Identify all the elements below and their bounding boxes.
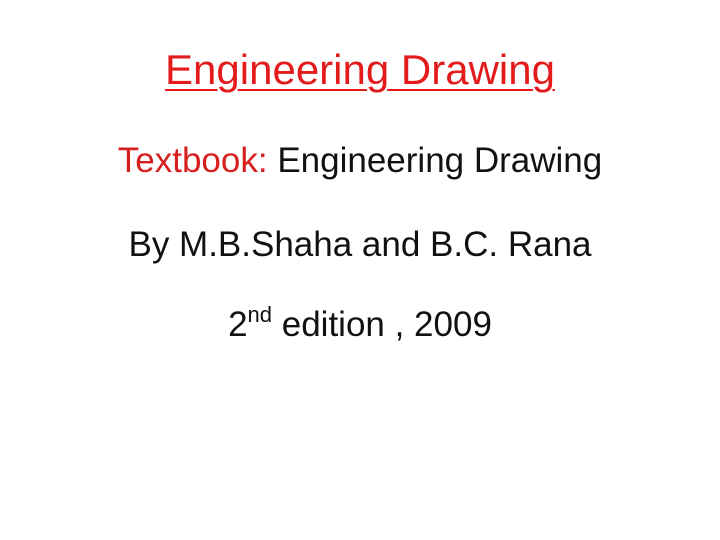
textbook-line [0, 138, 720, 184]
authors-line: By M.B.Shaha and B.C. Rana [128, 225, 592, 264]
textbook-label: Textbook: [117, 141, 268, 180]
slide-title: Engineering Drawing [165, 46, 555, 93]
textbook-name: Engineering Drawing [277, 141, 603, 180]
edition-line [0, 302, 720, 348]
edition-number: 2 [228, 305, 248, 344]
edition-suffix: nd [247, 302, 273, 327]
edition-text: edition , 2009 [281, 305, 492, 344]
